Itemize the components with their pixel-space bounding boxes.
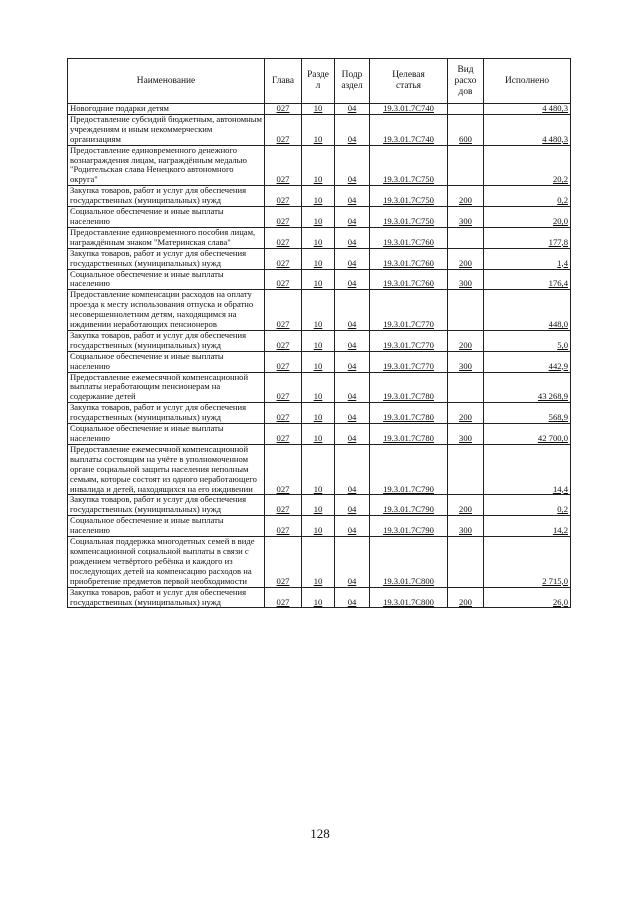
table-row <box>68 269 571 290</box>
header-target: Целевая статья <box>370 59 448 104</box>
row-razdel-cell-text: 10 <box>313 174 323 185</box>
row-glava-cell-text: 027 <box>276 483 290 494</box>
row-podrazdel-cell <box>335 186 370 207</box>
row-podrazdel-cell-text: 04 <box>347 215 357 226</box>
row-amount-cell <box>484 248 571 269</box>
row-target-cell <box>370 269 448 290</box>
row-amount-cell-text: 442,9 <box>548 360 568 371</box>
row-glava-cell <box>265 444 302 495</box>
row-razdel-cell <box>302 495 335 516</box>
row-glava-cell <box>265 114 302 145</box>
row-name-cell <box>68 330 265 351</box>
row-glava-cell <box>265 248 302 269</box>
row-podrazdel-cell-text: 04 <box>347 483 357 494</box>
row-podrazdel-cell-text: 04 <box>347 103 357 113</box>
row-amount-cell-text: 568,9 <box>548 412 568 423</box>
header-name: Наименование <box>68 59 265 104</box>
row-podrazdel-cell-text: 04 <box>347 575 357 586</box>
row-name-cell <box>68 372 265 403</box>
row-target-cell-text: 19.3.01.7С780 <box>383 433 434 443</box>
row-name-cell <box>68 145 265 186</box>
header-razdel: Разде л <box>302 59 335 104</box>
row-target-cell-text: 19.3.01.7С760 <box>383 278 434 289</box>
row-name-cell-text: Предоставление ежемесячной компенсационной выплаты неработающим пенсионерам на содержание детей <box>70 372 249 402</box>
row-razdel-cell-text: 10 <box>313 278 323 289</box>
table-header-row <box>68 59 571 104</box>
row-name-cell <box>68 290 265 331</box>
row-glava-cell <box>265 207 302 228</box>
row-razdel-cell-text: 10 <box>313 319 323 330</box>
table-row <box>68 537 571 588</box>
row-vid-cell <box>448 495 484 516</box>
table-row <box>68 372 571 403</box>
row-amount-cell <box>484 290 571 331</box>
row-amount-cell-text: 26,0 <box>552 596 568 607</box>
row-target-cell-text: 19.3.01.7С780 <box>383 412 434 423</box>
row-razdel-cell <box>302 424 335 445</box>
row-vid-cell-text: 600 <box>459 133 472 144</box>
row-name-cell-text: Предоставление ежемесячной компенсационной выплаты состоящим на учёте в уполномоченном органе социальной защиты населения неполным семьям, которые состоят из одного неработающего инвалида и детей, находящихся на его иждивении <box>70 444 257 494</box>
row-podrazdel-cell <box>335 248 370 269</box>
row-name-cell-text: Закупка товаров, работ и услуг для обеспечения государственных (муниципальных) нужд <box>70 185 247 206</box>
row-podrazdel-cell <box>335 403 370 424</box>
row-name-cell <box>68 403 265 424</box>
row-glava-cell-text: 027 <box>276 575 290 586</box>
row-amount-cell <box>484 269 571 290</box>
row-glava-cell-text: 027 <box>276 391 290 402</box>
row-glava-cell <box>265 403 302 424</box>
row-name-cell-text: Предоставление компенсации расходов на оплату проезда к месту использования отпуска и обратно несовершеннолетним детям, находящимся на иждивении неработающих пенсионеров <box>70 289 254 330</box>
table-row <box>68 290 571 331</box>
row-target-cell <box>370 444 448 495</box>
row-razdel-cell <box>302 587 335 608</box>
row-amount-cell <box>484 372 571 403</box>
row-name-cell-text: Закупка товаров, работ и услуг для обеспечения государственных (муниципальных) нужд <box>70 494 247 515</box>
row-glava-cell <box>265 516 302 537</box>
row-razdel-cell-text: 10 <box>313 391 323 402</box>
row-name-cell <box>68 587 265 608</box>
row-glava-cell <box>265 186 302 207</box>
table-row <box>68 424 571 445</box>
row-target-cell <box>370 537 448 588</box>
row-name-cell <box>68 444 265 495</box>
table-row <box>68 114 571 145</box>
row-name-cell-text: Социальное обеспечение и иные выплаты населению <box>70 351 224 371</box>
row-name-cell <box>68 114 265 145</box>
row-razdel-cell-text: 10 <box>313 596 323 607</box>
row-amount-cell <box>484 403 571 424</box>
row-podrazdel-cell <box>335 330 370 351</box>
row-target-cell <box>370 495 448 516</box>
row-amount-cell-text: 4 480,3 <box>542 103 568 113</box>
row-razdel-cell-text: 10 <box>313 103 323 113</box>
row-name-cell-text: Социальное обеспечение и иные выплаты населению <box>70 269 224 289</box>
row-glava-cell-text: 027 <box>276 360 290 371</box>
row-podrazdel-cell-text: 04 <box>347 133 357 144</box>
row-target-cell <box>370 248 448 269</box>
row-name-cell <box>68 227 265 248</box>
row-podrazdel-cell-text: 04 <box>347 391 357 402</box>
row-podrazdel-cell-text: 04 <box>347 257 357 268</box>
row-podrazdel-cell-text: 04 <box>347 174 357 185</box>
table-row <box>68 587 571 608</box>
row-target-cell <box>370 330 448 351</box>
row-glava-cell <box>265 104 302 115</box>
row-vid-cell-text: 200 <box>459 195 472 206</box>
row-name-cell-text: Закупка товаров, работ и услуг для обеспечения государственных (муниципальных) нужд <box>70 330 247 350</box>
row-razdel-cell <box>302 248 335 269</box>
row-glava-cell-text: 027 <box>276 339 290 350</box>
table-row <box>68 403 571 424</box>
row-target-cell-text: 19.3.01.7С740 <box>383 103 434 113</box>
row-podrazdel-cell <box>335 114 370 145</box>
row-target-cell <box>370 424 448 445</box>
table-row <box>68 104 571 115</box>
row-target-cell <box>370 516 448 537</box>
row-glava-cell <box>265 587 302 608</box>
row-amount-cell-text: 20,0 <box>552 215 568 226</box>
row-target-cell-text: 19.3.01.7С760 <box>383 236 434 247</box>
row-vid-cell <box>448 424 484 445</box>
row-razdel-cell-text: 10 <box>313 433 323 443</box>
row-vid-cell <box>448 351 484 372</box>
row-vid-cell-text: 200 <box>459 596 472 607</box>
row-vid-cell <box>448 186 484 207</box>
row-name-cell-text: Новогодние подарки детям <box>70 103 169 113</box>
row-target-cell <box>370 403 448 424</box>
header-glava: Глава <box>265 59 302 104</box>
row-amount-cell-text: 176,4 <box>548 278 568 289</box>
row-vid-cell-text: 300 <box>459 360 472 371</box>
row-glava-cell-text: 027 <box>276 319 290 330</box>
row-glava-cell <box>265 227 302 248</box>
row-vid-cell-text: 200 <box>459 339 472 350</box>
row-razdel-cell <box>302 330 335 351</box>
row-podrazdel-cell <box>335 587 370 608</box>
row-razdel-cell-text: 10 <box>313 483 323 494</box>
row-name-cell <box>68 248 265 269</box>
row-amount-cell <box>484 351 571 372</box>
row-razdel-cell-text: 10 <box>313 575 323 586</box>
row-glava-cell-text: 027 <box>276 278 290 289</box>
row-target-cell <box>370 351 448 372</box>
row-amount-cell-text: 0,2 <box>557 195 568 206</box>
row-amount-cell-text: 0,2 <box>557 504 568 515</box>
row-name-cell <box>68 537 265 588</box>
row-amount-cell-text: 5,0 <box>557 339 568 350</box>
row-razdel-cell <box>302 186 335 207</box>
row-name-cell-text: Предоставление единовременного пособия лицам, награждённым знаком "Материнская слава" <box>70 227 256 247</box>
row-vid-cell <box>448 248 484 269</box>
row-podrazdel-cell-text: 04 <box>347 278 357 289</box>
budget-table <box>67 58 571 608</box>
row-name-cell <box>68 495 265 516</box>
table-row <box>68 145 571 186</box>
row-target-cell <box>370 186 448 207</box>
row-glava-cell-text: 027 <box>276 504 290 515</box>
row-target-cell <box>370 207 448 228</box>
row-podrazdel-cell <box>335 424 370 445</box>
row-podrazdel-cell <box>335 537 370 588</box>
row-target-cell-text: 19.3.01.7С790 <box>383 504 434 515</box>
row-vid-cell <box>448 516 484 537</box>
row-vid-cell <box>448 114 484 145</box>
row-amount-cell <box>484 495 571 516</box>
table-row <box>68 495 571 516</box>
row-razdel-cell-text: 10 <box>313 525 323 536</box>
row-podrazdel-cell-text: 04 <box>347 195 357 206</box>
row-vid-cell <box>448 227 484 248</box>
row-amount-cell <box>484 186 571 207</box>
row-razdel-cell <box>302 227 335 248</box>
row-name-cell <box>68 207 265 228</box>
row-podrazdel-cell <box>335 269 370 290</box>
row-vid-cell <box>448 330 484 351</box>
row-razdel-cell <box>302 207 335 228</box>
row-vid-cell-text: 200 <box>459 257 472 268</box>
row-glava-cell <box>265 330 302 351</box>
row-glava-cell-text: 027 <box>276 215 290 226</box>
row-glava-cell-text: 027 <box>276 596 290 607</box>
row-target-cell <box>370 227 448 248</box>
row-vid-cell <box>448 269 484 290</box>
row-target-cell <box>370 290 448 331</box>
table-row <box>68 444 571 495</box>
row-amount-cell-text: 1,4 <box>557 257 568 268</box>
row-glava-cell <box>265 351 302 372</box>
row-vid-cell <box>448 104 484 115</box>
row-razdel-cell-text: 10 <box>313 215 323 226</box>
row-razdel-cell-text: 10 <box>313 133 323 144</box>
row-vid-cell <box>448 587 484 608</box>
row-glava-cell <box>265 495 302 516</box>
row-amount-cell-text: 14,4 <box>552 483 568 494</box>
row-vid-cell-text: 200 <box>459 504 472 515</box>
row-glava-cell-text: 027 <box>276 433 290 443</box>
row-razdel-cell-text: 10 <box>313 257 323 268</box>
row-target-cell <box>370 145 448 186</box>
table-row <box>68 207 571 228</box>
table-row <box>68 248 571 269</box>
table-row <box>68 330 571 351</box>
row-vid-cell <box>448 403 484 424</box>
row-amount-cell <box>484 424 571 445</box>
row-target-cell-text: 19.3.01.7С800 <box>383 575 434 586</box>
row-glava-cell-text: 027 <box>276 525 290 536</box>
table-row <box>68 351 571 372</box>
row-vid-cell-text: 300 <box>459 525 472 536</box>
header-amount: Исполнено <box>484 59 571 104</box>
row-name-cell-text: Закупка товаров, работ и услуг для обеспечения государственных (муниципальных) нужд <box>70 587 247 607</box>
row-razdel-cell <box>302 444 335 495</box>
row-name-cell-text: Социальная поддержка многодетных семей в виде компенсационной социальной выплаты в связи с рождением четвёртого ребёнка и каждого из последующих детей на компенсацию расходов на приобретение предметов первой необходимости <box>70 536 255 586</box>
row-vid-cell <box>448 444 484 495</box>
row-glava-cell <box>265 145 302 186</box>
row-amount-cell-text: 42 700,0 <box>537 433 568 443</box>
row-glava-cell <box>265 372 302 403</box>
table-row <box>68 227 571 248</box>
row-target-cell <box>370 114 448 145</box>
row-name-cell-text: Социальное обеспечение и иные выплаты населению <box>70 515 224 536</box>
row-target-cell-text: 19.3.01.7С800 <box>383 596 434 607</box>
row-amount-cell-text: 14,2 <box>552 525 568 536</box>
row-razdel-cell-text: 10 <box>313 195 323 206</box>
row-razdel-cell <box>302 269 335 290</box>
row-glava-cell <box>265 537 302 588</box>
row-razdel-cell <box>302 372 335 403</box>
header-podrazdel: Подр аздел <box>335 59 370 104</box>
row-target-cell-text: 19.3.01.7С790 <box>383 483 434 494</box>
row-name-cell <box>68 186 265 207</box>
row-target-cell-text: 19.3.01.7С750 <box>383 215 434 226</box>
row-vid-cell-text: 300 <box>459 215 472 226</box>
row-podrazdel-cell <box>335 227 370 248</box>
row-razdel-cell <box>302 537 335 588</box>
row-target-cell-text: 19.3.01.7С770 <box>383 339 434 350</box>
row-razdel-cell <box>302 403 335 424</box>
row-vid-cell <box>448 207 484 228</box>
row-glava-cell-text: 027 <box>276 174 290 185</box>
row-amount-cell <box>484 145 571 186</box>
row-podrazdel-cell <box>335 372 370 403</box>
row-razdel-cell <box>302 290 335 331</box>
row-amount-cell-text: 20,2 <box>552 174 568 185</box>
row-razdel-cell-text: 10 <box>313 504 323 515</box>
row-amount-cell <box>484 516 571 537</box>
row-target-cell-text: 19.3.01.7С750 <box>383 195 434 206</box>
row-name-cell <box>68 351 265 372</box>
row-vid-cell <box>448 145 484 186</box>
row-podrazdel-cell-text: 04 <box>347 525 357 536</box>
row-podrazdel-cell-text: 04 <box>347 412 357 423</box>
row-name-cell <box>68 104 265 115</box>
row-vid-cell <box>448 537 484 588</box>
row-glava-cell <box>265 424 302 445</box>
row-razdel-cell <box>302 351 335 372</box>
page-number: 128 <box>310 826 330 841</box>
row-target-cell-text: 19.3.01.7С770 <box>383 360 434 371</box>
row-podrazdel-cell <box>335 290 370 331</box>
row-target-cell-text: 19.3.01.7С770 <box>383 319 434 330</box>
row-glava-cell-text: 027 <box>276 195 290 206</box>
row-amount-cell <box>484 444 571 495</box>
row-podrazdel-cell-text: 04 <box>347 433 357 443</box>
row-amount-cell <box>484 207 571 228</box>
row-podrazdel-cell-text: 04 <box>347 360 357 371</box>
row-amount-cell-text: 4 480,3 <box>542 133 568 144</box>
row-target-cell-text: 19.3.01.7С790 <box>383 525 434 536</box>
row-name-cell-text: Предоставление субсидий бюджетным, автономным учреждениям и иным некоммерческим организациям <box>70 114 262 144</box>
row-target-cell <box>370 104 448 115</box>
row-podrazdel-cell <box>335 351 370 372</box>
row-glava-cell <box>265 290 302 331</box>
row-razdel-cell-text: 10 <box>313 339 323 350</box>
row-target-cell <box>370 587 448 608</box>
row-name-cell-text: Предоставление единовременного денежного вознаграждения лицам, награждённым медалью "Родительская слава Ненецкого автономного округа" <box>70 145 247 185</box>
header-vid: Вид расхо дов <box>448 59 484 104</box>
row-vid-cell-text: 300 <box>459 433 472 443</box>
row-amount-cell-text: 177,8 <box>548 236 568 247</box>
row-podrazdel-cell-text: 04 <box>347 596 357 607</box>
row-razdel-cell-text: 10 <box>313 412 323 423</box>
row-podrazdel-cell <box>335 104 370 115</box>
row-glava-cell-text: 027 <box>276 412 290 423</box>
row-target-cell <box>370 372 448 403</box>
row-name-cell-text: Закупка товаров, работ и услуг для обеспечения государственных (муниципальных) нужд <box>70 248 247 268</box>
row-podrazdel-cell-text: 04 <box>347 504 357 515</box>
row-vid-cell <box>448 290 484 331</box>
row-amount-cell-text: 43 268,9 <box>537 391 568 402</box>
row-target-cell-text: 19.3.01.7С760 <box>383 257 434 268</box>
row-podrazdel-cell <box>335 145 370 186</box>
row-amount-cell <box>484 587 571 608</box>
row-amount-cell-text: 448,0 <box>548 319 568 330</box>
row-razdel-cell <box>302 145 335 186</box>
row-name-cell-text: Закупка товаров, работ и услуг для обеспечения государственных (муниципальных) нужд <box>70 402 247 423</box>
row-amount-cell <box>484 227 571 248</box>
row-vid-cell <box>448 372 484 403</box>
row-target-cell-text: 19.3.01.7С750 <box>383 174 434 185</box>
row-podrazdel-cell <box>335 495 370 516</box>
row-glava-cell-text: 027 <box>276 103 290 113</box>
row-amount-cell <box>484 330 571 351</box>
row-glava-cell-text: 027 <box>276 236 290 247</box>
row-target-cell-text: 19.3.01.7С780 <box>383 391 434 402</box>
row-podrazdel-cell <box>335 516 370 537</box>
table-row <box>68 516 571 537</box>
row-glava-cell-text: 027 <box>276 133 290 144</box>
row-name-cell-text: Социальное обеспечение и иные выплаты населению <box>70 206 224 226</box>
row-razdel-cell-text: 10 <box>313 236 323 247</box>
row-razdel-cell <box>302 104 335 115</box>
row-name-cell-text: Социальное обеспечение и иные выплаты населению <box>70 423 224 443</box>
row-amount-cell <box>484 537 571 588</box>
row-amount-cell-text: 2 715,0 <box>542 575 568 586</box>
row-podrazdel-cell <box>335 444 370 495</box>
row-name-cell <box>68 424 265 445</box>
row-glava-cell <box>265 269 302 290</box>
row-name-cell <box>68 269 265 290</box>
row-target-cell-text: 19.3.01.7С740 <box>383 133 434 144</box>
row-name-cell <box>68 516 265 537</box>
table-body <box>68 104 571 608</box>
row-podrazdel-cell-text: 04 <box>347 339 357 350</box>
row-razdel-cell <box>302 516 335 537</box>
row-razdel-cell-text: 10 <box>313 360 323 371</box>
row-amount-cell <box>484 104 571 115</box>
row-podrazdel-cell-text: 04 <box>347 236 357 247</box>
row-vid-cell-text: 200 <box>459 412 472 423</box>
row-glava-cell-text: 027 <box>276 257 290 268</box>
row-amount-cell <box>484 114 571 145</box>
row-razdel-cell <box>302 114 335 145</box>
row-podrazdel-cell <box>335 207 370 228</box>
table-row <box>68 186 571 207</box>
row-podrazdel-cell-text: 04 <box>347 319 357 330</box>
row-vid-cell-text: 300 <box>459 278 472 289</box>
